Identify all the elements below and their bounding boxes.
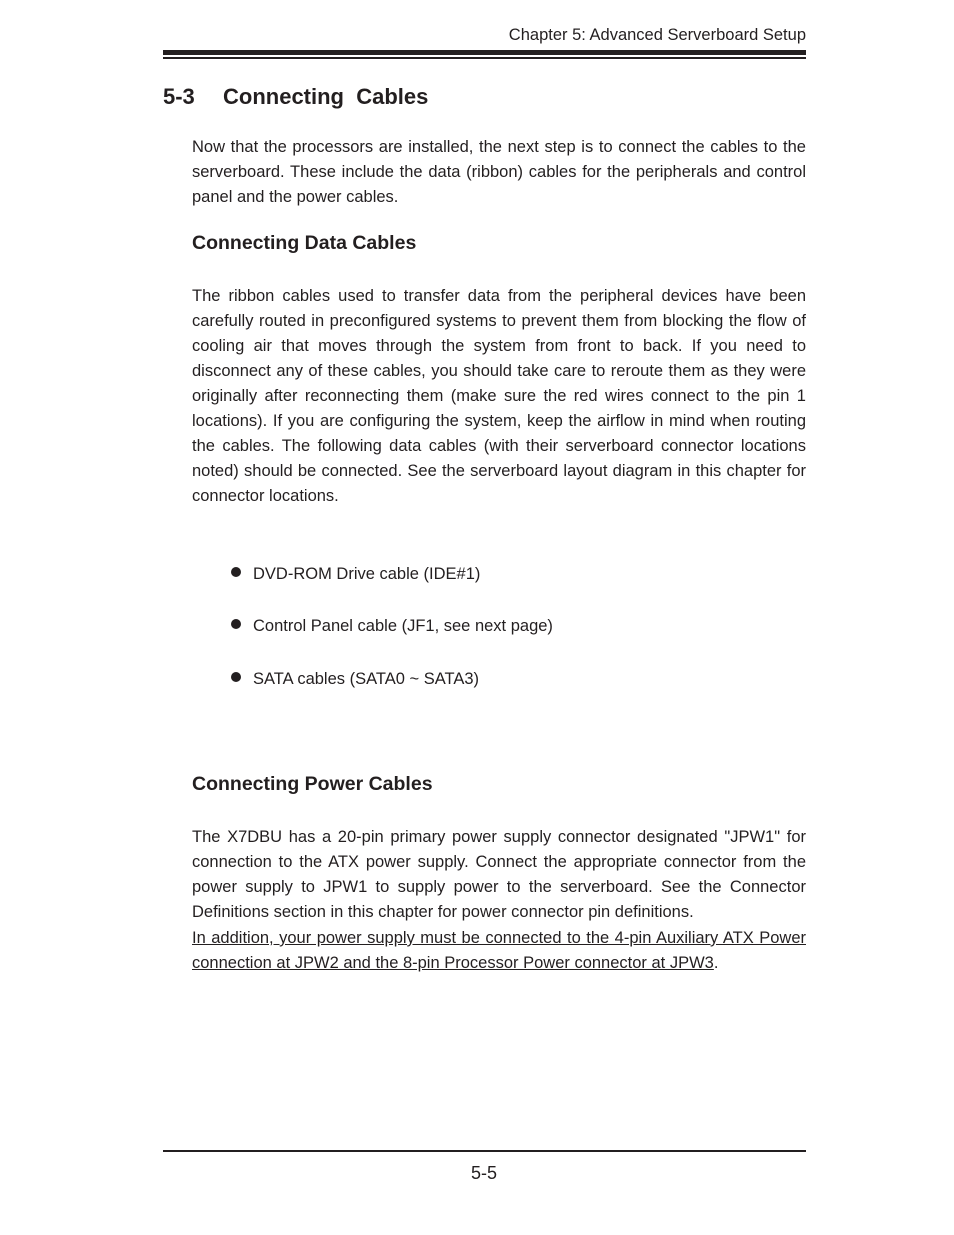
bullet-icon bbox=[231, 619, 241, 629]
list-item bbox=[231, 617, 553, 636]
section-number: 5-3 bbox=[163, 84, 195, 109]
list-item-text: SATA cables (SATA0 ~ SATA3) bbox=[253, 670, 480, 688]
power-note-end: . bbox=[713, 954, 719, 972]
list-item bbox=[231, 565, 480, 584]
intro-paragraph: Now that the processors are installed, the next step is to connect the cables to the serverboard. These include the data (ribbon) cables for the peripherals and control panel and the power cables. bbox=[192, 138, 806, 206]
bullet-icon bbox=[231, 672, 241, 682]
data-cables-paragraph: The ribbon cables used to transfer data from the peripheral devices have been carefully routed in preconfigured systems to prevent them from blocking the flow of cooling air that moves through the system from front to back. If you need to disconnect any of these cables, you should take care to reroute them as they were originally after reconnecting them (make sure the red wires connect to the pin 1 locations). If you are configuring the system, keep the airflow in mind when routing the cables. The following data cables (with their serverboard connector locations noted) should be connected. See the serverboard layout diagram in this chapter for connector locations. bbox=[192, 287, 806, 505]
list-item bbox=[231, 670, 479, 689]
header-rule-thick bbox=[163, 50, 806, 55]
power-cables-note bbox=[192, 926, 806, 976]
header-rule-thin bbox=[163, 57, 806, 59]
list-item-text: Control Panel cable (JF1, see next page) bbox=[253, 617, 553, 635]
section-title bbox=[163, 84, 428, 110]
power-cables-heading: Connecting Power Cables bbox=[192, 773, 433, 795]
power-note-text: In addition, your power supply must be connected to the 4-pin Auxiliary ATX Power connection at JPW2 and the 8-pin Processor Power connector at JPW3 bbox=[192, 929, 806, 972]
footer-rule bbox=[163, 1150, 806, 1152]
power-cables-paragraph: The X7DBU has a 20-pin primary power supply connector designated "JPW1" for connection to the ATX power supply. Connect the appropriate connector from the power supply to JPW1 to supply power to the serverboard. See the Connector Definitions section in this chapter for power connector pin definitions. bbox=[192, 828, 806, 921]
chapter-header: Chapter 5: Advanced Serverboard Setup bbox=[508, 26, 806, 44]
page-number: 5-5 bbox=[471, 1163, 498, 1183]
section-title-text: Connecting Cables bbox=[223, 84, 429, 109]
bullet-icon bbox=[231, 567, 241, 577]
data-cables-heading: Connecting Data Cables bbox=[192, 232, 417, 254]
list-item-text: DVD-ROM Drive cable (IDE#1) bbox=[253, 565, 481, 583]
